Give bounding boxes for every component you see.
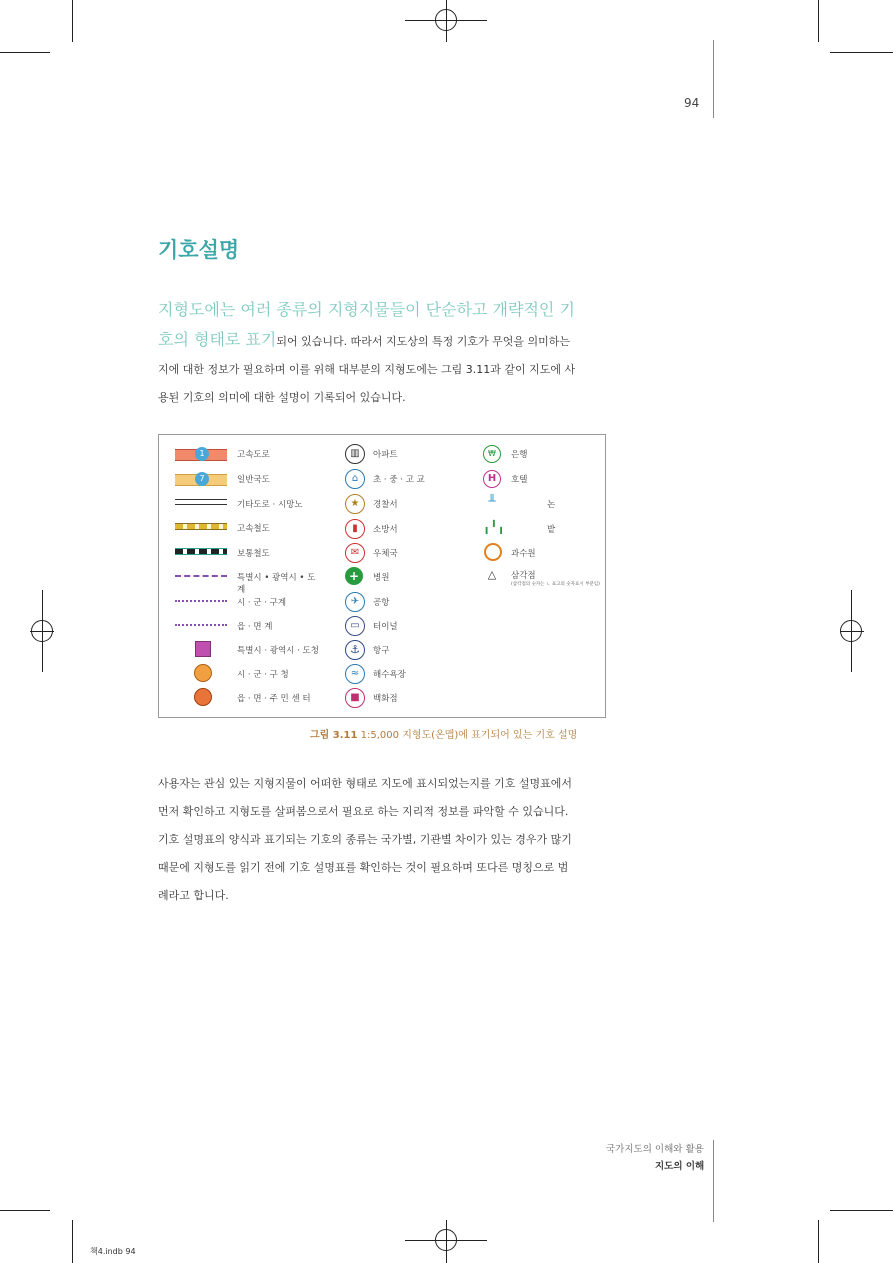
legend-label: 특별시 · 광역시 · 도청 bbox=[237, 646, 319, 656]
legend-label: 삼각점 bbox=[511, 571, 536, 581]
section-title: 기호설명 bbox=[158, 238, 240, 262]
field-icon: ╻╹╻ bbox=[483, 520, 505, 534]
tunnel-icon: ▭ bbox=[345, 616, 365, 636]
registration-mark bbox=[840, 620, 862, 642]
figure-number: 그림 3.11 bbox=[310, 730, 358, 741]
department-store-icon: ■ bbox=[345, 688, 365, 708]
road-badge: 7 bbox=[195, 472, 209, 486]
legend-label: 읍 · 면 계 bbox=[237, 622, 273, 632]
triangulation-point-icon: △ bbox=[487, 568, 497, 581]
rice-paddy-icon: ╨ bbox=[488, 494, 496, 508]
legend-label: 기타도로 · 시망노 bbox=[237, 500, 303, 510]
legend-label: 우체국 bbox=[373, 549, 398, 559]
crop-mark bbox=[72, 0, 73, 42]
crop-mark bbox=[0, 52, 50, 53]
margin-rule bbox=[713, 1140, 714, 1222]
intro-paragraph bbox=[158, 296, 578, 412]
crop-mark bbox=[830, 52, 893, 53]
print-slug: 책4.indb 94 bbox=[90, 1247, 136, 1256]
city-hall-symbol bbox=[194, 664, 212, 682]
legend-label: 일반국도 bbox=[237, 475, 270, 485]
legend-label: 소방서 bbox=[373, 525, 398, 535]
town-boundary-symbol bbox=[175, 624, 227, 626]
legend-label: 고속도로 bbox=[237, 450, 270, 460]
harbor-icon: ⚓ bbox=[345, 640, 365, 660]
provincial-office-symbol bbox=[195, 641, 211, 657]
legend-label: 초 · 중 · 고 교 bbox=[373, 475, 425, 485]
intro-lead: 지형도에는 여러 종류의 지형지물들이 단순하고 개략적인 기호의 형태로 표기 bbox=[158, 300, 575, 349]
legend-label: 터이널 bbox=[373, 622, 398, 632]
legend-label: 보통철도 bbox=[237, 549, 270, 559]
legend-label: 아파트 bbox=[373, 450, 398, 460]
province-boundary-symbol bbox=[175, 575, 227, 577]
legend-label: 읍 · 면 · 주 민 센 터 bbox=[237, 694, 311, 704]
page-number: 94 bbox=[684, 96, 700, 110]
orchard-icon bbox=[484, 543, 502, 561]
police-icon: ★ bbox=[345, 494, 365, 514]
legend-label: 병원 bbox=[373, 573, 390, 583]
legend-label: 특별시 • 광역시 • 도계 bbox=[237, 573, 316, 595]
legend-label: 시 · 군 · 구계 bbox=[237, 598, 287, 608]
legend-label: 백화점 bbox=[373, 694, 398, 704]
city-boundary-symbol bbox=[175, 600, 227, 602]
symbol-legend bbox=[158, 434, 606, 718]
registration-mark bbox=[435, 1229, 457, 1251]
margin-rule bbox=[713, 40, 714, 118]
legend-label: 밭 bbox=[547, 525, 556, 535]
legend-label: 해수욕장 bbox=[373, 670, 406, 680]
triangulation-note: (삼각점의 숫자는 ㄴ 표고의 숫자표시 부분임) bbox=[511, 582, 600, 587]
legend-label: 경찰서 bbox=[373, 500, 398, 510]
community-center-symbol bbox=[194, 688, 212, 706]
legend-label: 과수원 bbox=[511, 549, 536, 559]
school-icon: ⌂ bbox=[345, 469, 365, 489]
body-paragraph: 사용자는 관심 있는 지형지물이 어떠한 형태로 지도에 표시되었는지를 기호 설명표에서 먼저 확인하고 지형도를 살펴봄으로서 필요로 하는 지리적 정보를 파악할 수 있습니다. 기호 설명표의 양식과 표기되는 기호의 종류는 국가별, 기관별 차이가 있는 경우가 많기 때문에 지형도를 읽기 전에 기호 설명표를 확인하는 것이 필요하며 또다른 명칭으로 범례라고 합니다. bbox=[158, 777, 573, 902]
legend-label: 호텔 bbox=[511, 475, 528, 485]
legend-label: 논 bbox=[547, 500, 556, 510]
footer-chapter: 지도의 이해 bbox=[655, 1161, 705, 1172]
fire-station-icon: ▮ bbox=[345, 519, 365, 539]
legend-label: 공항 bbox=[373, 598, 390, 608]
registration-mark bbox=[31, 620, 53, 642]
crop-mark bbox=[830, 1210, 893, 1211]
crop-mark bbox=[818, 0, 819, 42]
high-speed-rail-symbol bbox=[175, 523, 227, 530]
registration-mark bbox=[435, 9, 457, 31]
intro-rest: 되어 있습니다. 따라서 지도상의 특정 기호가 무엇을 의미하는지에 대한 정보가 필요하며 이를 위해 대부분의 지형도에는 그림 3.11과 같이 지도에 사용된 기호의 의미에 대한 설명이 기록되어 있습니다. bbox=[158, 335, 576, 404]
legend-label: 은행 bbox=[511, 450, 528, 460]
apartment-icon: ▥ bbox=[345, 444, 365, 464]
crop-mark bbox=[818, 1220, 819, 1263]
legend-label: 고속철도 bbox=[237, 524, 270, 534]
hotel-icon: H bbox=[483, 470, 501, 488]
figure-caption bbox=[310, 726, 577, 741]
other-road-symbol bbox=[175, 499, 227, 505]
legend-label: 항구 bbox=[373, 646, 390, 656]
road-badge: 1 bbox=[195, 447, 209, 461]
railway-symbol bbox=[175, 548, 227, 555]
beach-icon: ≈ bbox=[345, 664, 365, 684]
caption-text: 1:5,000 지형도(온맵)에 표기되어 있는 기호 설명 bbox=[357, 730, 578, 741]
footer-book-title: 국가지도의 이해와 활용 bbox=[606, 1144, 704, 1155]
crop-mark bbox=[72, 1220, 73, 1263]
hospital-icon: + bbox=[345, 567, 363, 585]
bank-icon: ₩ bbox=[483, 445, 501, 463]
airport-icon: ✈ bbox=[345, 592, 365, 612]
crop-mark bbox=[0, 1210, 50, 1211]
post-office-icon: ✉ bbox=[345, 543, 365, 563]
legend-label: 시 · 군 · 구 청 bbox=[237, 670, 289, 680]
